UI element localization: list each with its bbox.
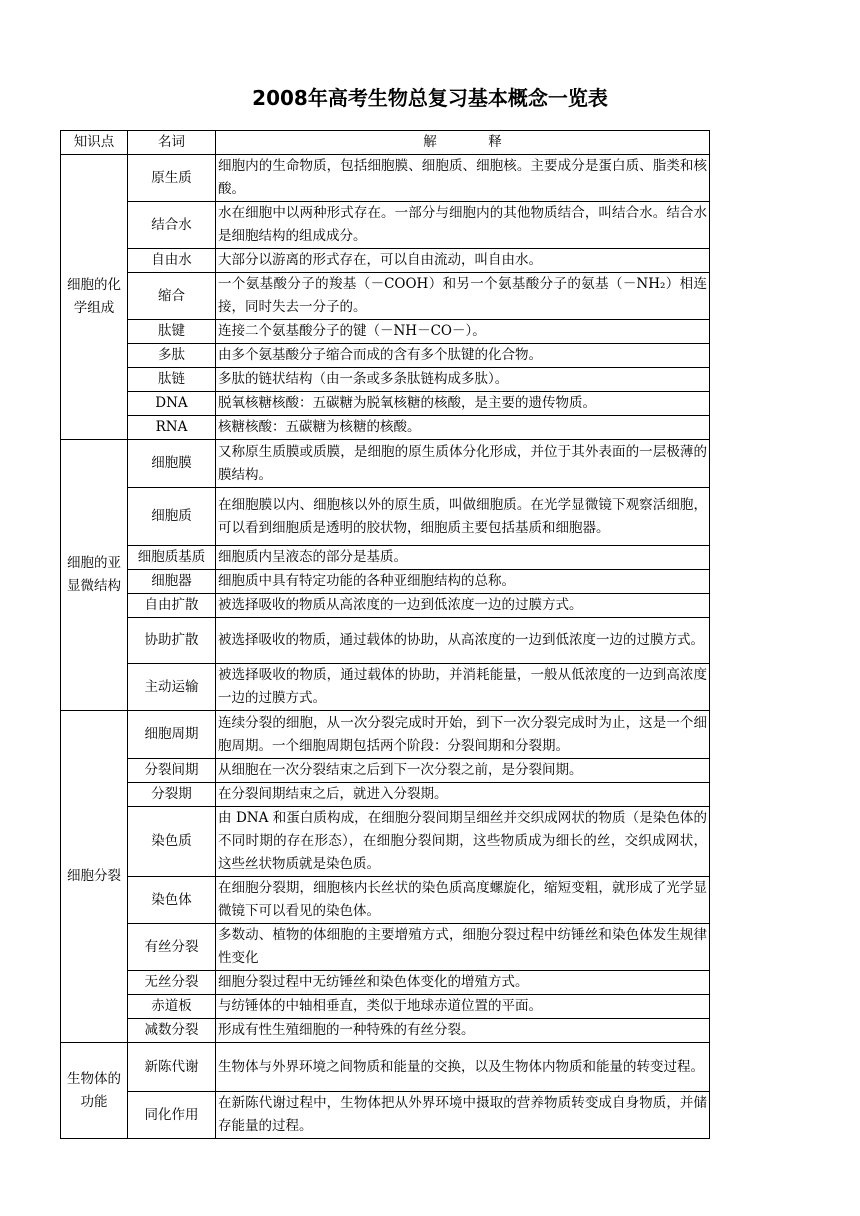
table-row	[61, 807, 710, 877]
explanation-cell: 细胞质内呈液态的部分是基质。	[216, 546, 710, 570]
header-explanation: 解 释	[216, 131, 710, 155]
explanation-cell: 生物体与外界环境之间物质和能量的交换，以及生物体内物质和能量的转变过程。	[216, 1043, 710, 1092]
explanation-cell: 由 DNA 和蛋白质构成，在细胞分裂间期呈细丝并交织成网状的物质（是染色体的不同时期的存在形态），在细胞分裂间期，这些物质成为细长的丝，交织成网状，这些丝状物质就是染色质。	[216, 807, 710, 877]
explanation-cell: 被选择吸收的物质，通过载体的协助，从高浓度的一边到低浓度一边的过膜方式。	[216, 618, 710, 664]
explanation-cell: 多数动、植物的体细胞的主要增殖方式，细胞分裂过程中纺锤丝和染色体发生规律性变化	[216, 924, 710, 971]
explanation-cell: 细胞内的生命物质，包括细胞膜、细胞质、细胞核。主要成分是蛋白质、脂类和核酸。	[216, 155, 710, 202]
term-cell: 细胞膜	[128, 440, 216, 488]
term-cell: 肽键	[128, 320, 216, 344]
term-cell: 缩合	[128, 273, 216, 320]
table-row	[61, 995, 710, 1019]
document-title: 2008年高考生物总复习基本概念一览表	[252, 86, 608, 110]
table-row	[61, 344, 710, 368]
term-cell: 分裂期	[128, 783, 216, 807]
table-row	[61, 711, 710, 759]
term-cell: 主动运输	[128, 664, 216, 711]
term-cell: 有丝分裂	[128, 924, 216, 971]
table-row	[61, 155, 710, 202]
term-cell: 细胞器	[128, 570, 216, 594]
table-header-row	[61, 131, 710, 155]
term-cell: 减数分裂	[128, 1019, 216, 1043]
term-cell: 协助扩散	[128, 618, 216, 664]
explanation-cell: 连接二个氨基酸分子的键（－NH－CO－）。	[216, 320, 710, 344]
table-row	[61, 1019, 710, 1043]
table-row	[61, 759, 710, 783]
term-cell: 赤道板	[128, 995, 216, 1019]
term-cell: 结合水	[128, 202, 216, 249]
term-cell: 新陈代谢	[128, 1043, 216, 1092]
explanation-cell: 细胞质中具有特定功能的各种亚细胞结构的总称。	[216, 570, 710, 594]
term-cell: 多肽	[128, 344, 216, 368]
explanation-cell: 多肽的链状结构（由一条或多条肽链构成多肽）。	[216, 368, 710, 392]
term-cell: 同化作用	[128, 1092, 216, 1139]
table-row	[61, 783, 710, 807]
explanation-cell: 在新陈代谢过程中，生物体把从外界环境中摄取的营养物质转变成自身物质，并储存能量的过程。	[216, 1092, 710, 1139]
explanation-cell: 核糖核酸：五碳糖为核糖的核酸。	[216, 416, 710, 440]
term-cell: 分裂间期	[128, 759, 216, 783]
explanation-cell: 大部分以游离的形式存在，可以自由流动，叫自由水。	[216, 249, 710, 273]
table-row	[61, 924, 710, 971]
header-term: 名词	[128, 131, 216, 155]
table-row	[61, 594, 710, 618]
explanation-cell: 细胞分裂过程中无纺锤丝和染色体变化的增殖方式。	[216, 971, 710, 995]
term-cell: 自由水	[128, 249, 216, 273]
explanation-cell: 脱氧核糖核酸：五碳糖为脱氧核糖的核酸，是主要的遗传物质。	[216, 392, 710, 416]
table-row	[61, 368, 710, 392]
table-row	[61, 971, 710, 995]
table-row	[61, 320, 710, 344]
explanation-cell: 在细胞分裂期，细胞核内长丝状的染色质高度螺旋化，缩短变粗，就形成了光学显微镜下可以看见的染色体。	[216, 877, 710, 924]
term-cell: 细胞质	[128, 488, 216, 546]
term-cell: 细胞质基质	[128, 546, 216, 570]
term-cell: DNA	[128, 392, 216, 416]
category-cell: 细胞的化学组成	[61, 155, 128, 440]
table-row	[61, 273, 710, 320]
explanation-cell: 形成有性生殖细胞的一种特殊的有丝分裂。	[216, 1019, 710, 1043]
explanation-cell: 一个氨基酸分子的羧基（－COOH）和另一个氨基酸分子的氨基（－NH₂）相连接，同时失去一分子的。	[216, 273, 710, 320]
explanation-cell: 又称原生质膜或质膜，是细胞的原生质体分化形成，并位于其外表面的一层极薄的膜结构。	[216, 440, 710, 488]
term-cell: RNA	[128, 416, 216, 440]
term-cell: 自由扩散	[128, 594, 216, 618]
table-row	[61, 546, 710, 570]
explanation-cell: 在细胞膜以内、细胞核以外的原生质，叫做细胞质。在光学显微镜下观察活细胞，可以看到细胞质是透明的胶状物，细胞质主要包括基质和细胞器。	[216, 488, 710, 546]
explanation-cell: 被选择吸收的物质从高浓度的一边到低浓度一边的过膜方式。	[216, 594, 710, 618]
term-cell: 原生质	[128, 155, 216, 202]
term-cell: 染色质	[128, 807, 216, 877]
table-row	[61, 202, 710, 249]
term-cell: 染色体	[128, 877, 216, 924]
explanation-cell: 从细胞在一次分裂结束之后到下一次分裂之前，是分裂间期。	[216, 759, 710, 783]
table-row	[61, 570, 710, 594]
table-row	[61, 392, 710, 416]
category-cell: 生物体的功能	[61, 1043, 128, 1139]
table-row	[61, 1092, 710, 1139]
table-row	[61, 664, 710, 711]
table-row	[61, 618, 710, 664]
explanation-cell: 在分裂间期结束之后，就进入分裂期。	[216, 783, 710, 807]
term-cell: 细胞周期	[128, 711, 216, 759]
table-row	[61, 1043, 710, 1092]
table-row	[61, 877, 710, 924]
category-cell: 细胞的亚显微结构	[61, 440, 128, 711]
category-cell: 细胞分裂	[61, 711, 128, 1043]
explanation-cell: 水在细胞中以两种形式存在。一部分与细胞内的其他物质结合，叫结合水。结合水是细胞结构的组成成分。	[216, 202, 710, 249]
table-row	[61, 249, 710, 273]
explanation-cell: 连续分裂的细胞，从一次分裂完成时开始，到下一次分裂完成时为止，这是一个细胞周期。一个细胞周期包括两个阶段：分裂间期和分裂期。	[216, 711, 710, 759]
explanation-cell: 由多个氨基酸分子缩合而成的含有多个肽键的化合物。	[216, 344, 710, 368]
term-cell: 肽链	[128, 368, 216, 392]
table-row	[61, 488, 710, 546]
header-knowledge-point: 知识点	[61, 131, 128, 155]
table-row	[61, 416, 710, 440]
explanation-cell: 被选择吸收的物质，通过载体的协助，并消耗能量，一般从低浓度的一边到高浓度一边的过膜方式。	[216, 664, 710, 711]
table-body	[61, 155, 710, 1139]
concept-table	[60, 130, 710, 1139]
table-row	[61, 440, 710, 488]
explanation-cell: 与纺锤体的中轴相垂直，类似于地球赤道位置的平面。	[216, 995, 710, 1019]
term-cell: 无丝分裂	[128, 971, 216, 995]
